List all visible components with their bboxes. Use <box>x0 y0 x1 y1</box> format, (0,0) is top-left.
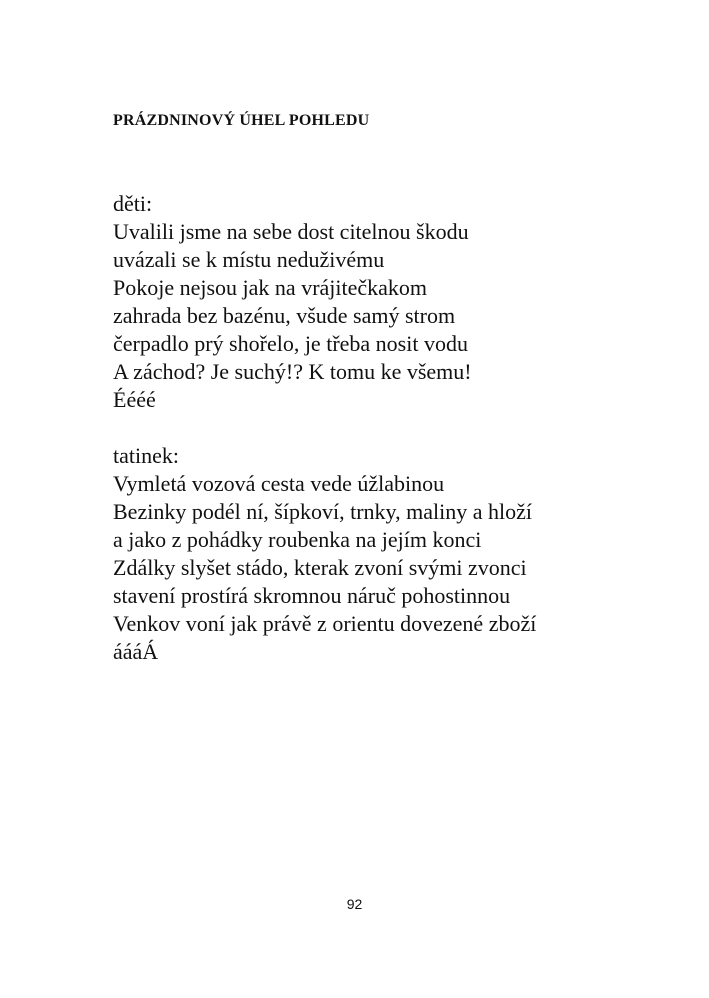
poem-line: Vymletá vozová cesta vede úžlabinou <box>113 471 445 496</box>
stanza-children <box>113 190 472 414</box>
poem-line: a jako z pohádky roubenka na jejím konci <box>113 527 482 552</box>
poem-line: Bezinky podél ní, šípkoví, trnky, maliny a hloží <box>113 499 532 524</box>
speaker-label: děti: <box>113 191 153 216</box>
poem-line: uvázali se k místu neduživému <box>113 247 385 272</box>
poem-line: stavení prostírá skromnou náruč pohostinnou <box>113 583 511 608</box>
poem-line: A záchod? Je suchý!? K tomu ke všemu! <box>113 359 472 384</box>
poem-line: Venkov voní jak právě z orientu dovezené zboží <box>113 611 537 636</box>
poem-line: áááÁ <box>113 639 159 664</box>
poem-line: zahrada bez bazénu, všude samý strom <box>113 303 456 328</box>
poem-title: PRÁZDNINOVÝ ÚHEL POHLEDU <box>113 112 370 129</box>
speaker-label: tatinek: <box>113 443 179 468</box>
stanza-father <box>113 442 536 666</box>
page-number: 92 <box>346 896 363 912</box>
poem-line: Éééé <box>113 387 156 412</box>
poem-line: Uvalili jsme na sebe dost citelnou škodu <box>113 219 469 244</box>
poem-line: Pokoje nejsou jak na vrájitečkakom <box>113 275 428 300</box>
poem-line: Zdálky slyšet stádo, kterak zvoní svými zvonci <box>113 555 527 580</box>
poem-line: čerpadlo prý shořelo, je třeba nosit vodu <box>113 331 468 356</box>
